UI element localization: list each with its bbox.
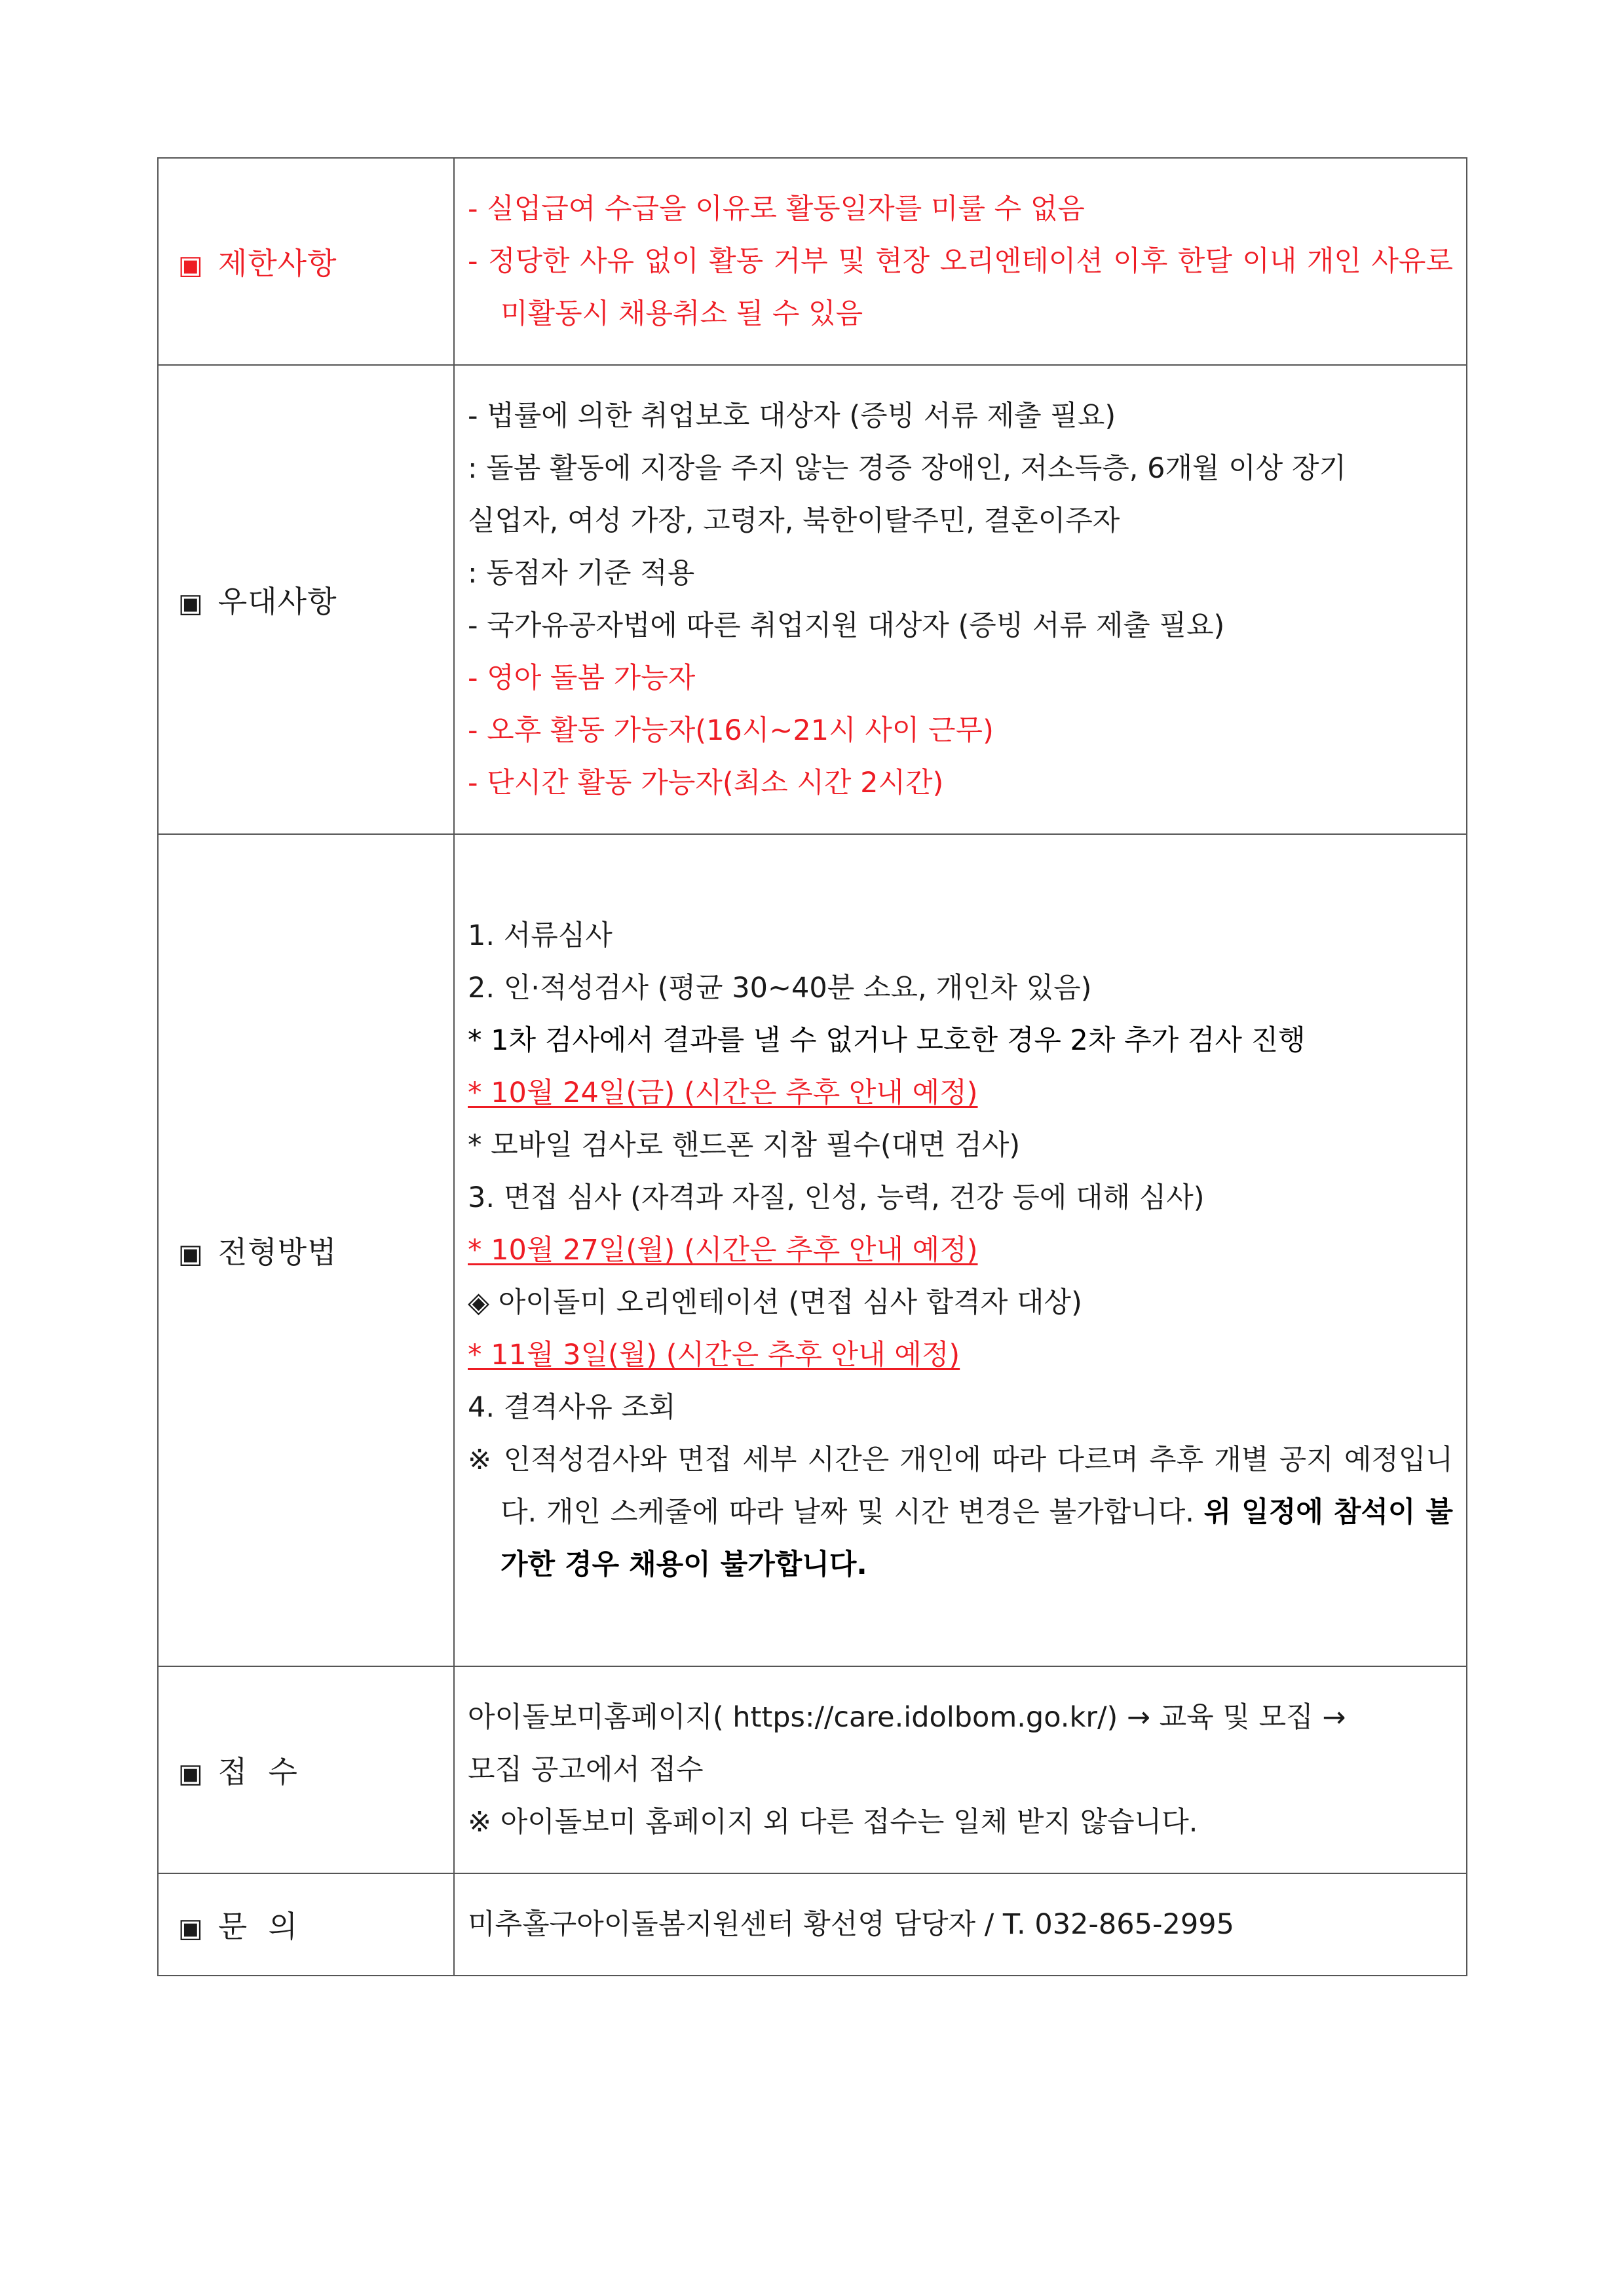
selection-label: 전형방법 (217, 1234, 337, 1270)
preferences-content (454, 365, 1467, 834)
restrictions-label-cell (158, 158, 454, 365)
application-label-cell (158, 1666, 454, 1873)
preference-line: : 동점자 기준 적용 (468, 557, 695, 590)
preferences-row (158, 365, 1467, 834)
inquiry-label-cell (158, 1873, 454, 1976)
restriction-item: - 정당한 사유 없이 활동 거부 및 현장 오리엔테이션 이후 한달 이내 개인 사유로 미활동시 채용취소 될 수 있음 (468, 245, 1453, 330)
selection-step-2-date: * 10월 24일(금) (시간은 추후 안내 예정) (468, 1077, 978, 1109)
application-label: 접 수 (217, 1754, 298, 1789)
square-marker-icon: ▣ (178, 250, 204, 280)
selection-label-cell (158, 834, 454, 1666)
selection-step-4: 4. 결격사유 조회 (468, 1391, 676, 1424)
inquiry-text: 미추홀구아이돌봄지원센터 황선영 담당자 / T. 032-865-2995 (468, 1908, 1234, 1941)
selection-notice-bold: 위 일정에 참석이 불가한 경우 채용이 불가합니다. (500, 1496, 1453, 1581)
preference-line: - 법률에 의한 취업보호 대상자 (증빙 서류 제출 필요) (468, 400, 1116, 432)
selection-step-2-mobile: * 모바일 검사로 핸드폰 지참 필수(대면 검사) (468, 1129, 1021, 1162)
restrictions-label: 제한사항 (217, 246, 337, 281)
square-marker-icon: ▣ (178, 588, 204, 619)
restrictions-content (454, 158, 1467, 365)
preference-red-line: - 영아 돌봄 가능자 (468, 662, 696, 695)
selection-step-3: 3. 면접 심사 (자격과 자질, 인성, 능력, 건강 등에 대해 심사) (468, 1181, 1205, 1214)
inquiry-label: 문 의 (217, 1909, 298, 1944)
preferences-label-cell (158, 365, 454, 834)
selection-row (158, 834, 1467, 1666)
selection-orientation-date: * 11월 3일(월) (시간은 추후 안내 예정) (468, 1339, 960, 1371)
inquiry-row (158, 1873, 1467, 1976)
selection-notice (468, 1434, 1453, 1591)
recruitment-info-table (157, 157, 1467, 1976)
preference-line: : 돌봄 활동에 지장을 주지 않는 경증 장애인, 저소득층, 6개월 이상 장기 (468, 452, 1347, 485)
inquiry-content (454, 1873, 1467, 1976)
application-line-3: ※ 아이돌보미 홈페이지 외 다른 접수는 일체 받지 않습니다. (468, 1806, 1198, 1839)
restrictions-row (158, 158, 1467, 365)
application-content (454, 1666, 1467, 1873)
selection-step-2: 2. 인·적성검사 (평균 30~40분 소요, 개인차 있음) (468, 972, 1092, 1004)
preference-line: 실업자, 여성 가장, 고령자, 북한이탈주민, 결혼이주자 (468, 505, 1120, 537)
selection-orientation: ◈ 아이돌미 오리엔테이션 (면접 심사 합격자 대상) (468, 1286, 1082, 1319)
preference-line: - 국가유공자법에 따른 취업지원 대상자 (증빙 서류 제출 필요) (468, 609, 1225, 642)
preference-red-line: - 오후 활동 가능자(16시~21시 사이 근무) (468, 714, 994, 747)
application-line-1: 아이돌보미홈페이지( https://care.idolbom.go.kr/) → 교육 및 모집 → (468, 1701, 1346, 1734)
application-row (158, 1666, 1467, 1873)
selection-notice-regular: ※ 인적성검사와 면접 세부 시간은 개인에 따라 다르며 추후 개별 공지 예정입니다. 개인 스케줄에 따라 날짜 및 시간 변경은 불가합니다. (468, 1444, 1453, 1529)
selection-step-2-note: * 1차 검사에서 결과를 낼 수 없거나 모호한 경우 2차 추가 검사 진행 (468, 1024, 1306, 1057)
square-marker-icon: ▣ (178, 1239, 204, 1269)
square-marker-icon: ▣ (178, 1913, 204, 1943)
application-line-2: 모집 공고에서 접수 (468, 1753, 704, 1786)
selection-step-3-date: * 10월 27일(월) (시간은 추후 안내 예정) (468, 1234, 978, 1267)
square-marker-icon: ▣ (178, 1759, 204, 1789)
selection-content (454, 834, 1467, 1666)
preference-red-line: - 단시간 활동 가능자(최소 시간 2시간) (468, 767, 944, 799)
restriction-item: - 실업급여 수급을 이유로 활동일자를 미룰 수 없음 (468, 193, 1085, 225)
preferences-label: 우대사항 (217, 584, 337, 619)
selection-step-1: 1. 서류심사 (468, 919, 613, 952)
